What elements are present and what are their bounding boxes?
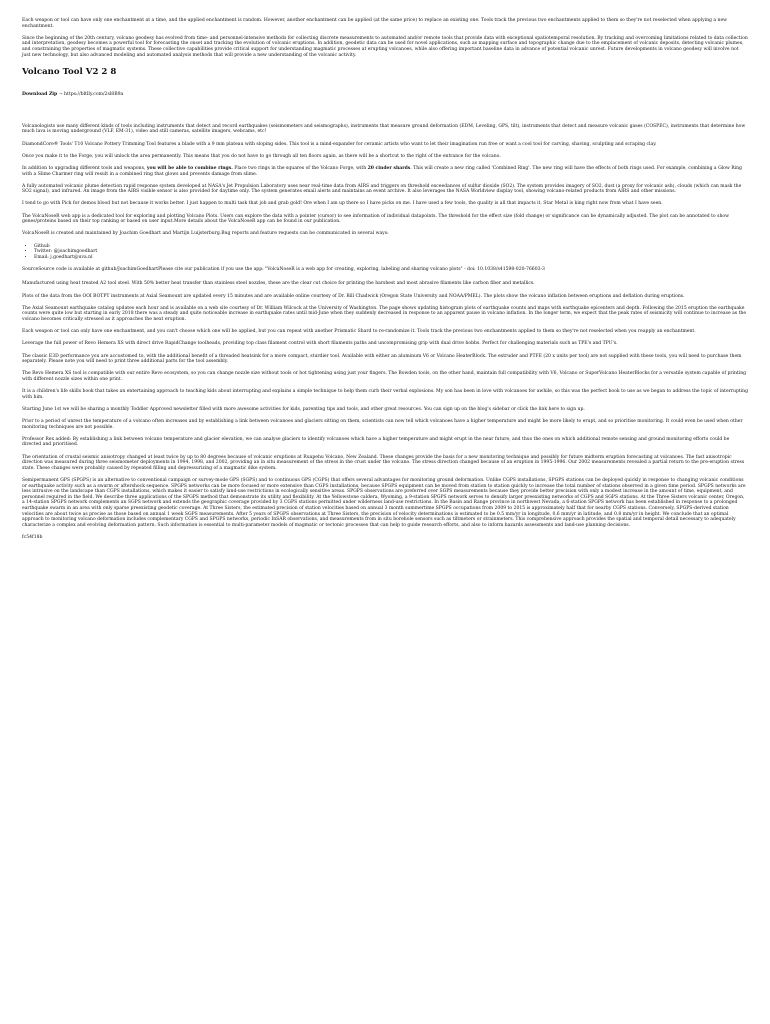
body-paragraph: The classic E3D performance you are accustomed to, with the additional benefit of a threaded heatsink for a more compact, sturdier tool. Available with either an aluminum V6 or Volcano HeaterBlock. The extruder and PTFE (20 x units per tool) are not supplied with these tools, you will need to purchase them separately. Please note you will need to print three additional parts for the tool assembly. (22, 353, 742, 365)
body-paragraph: VolcaNoseR is created and maintained by Joachim Goedhart and Martijn Luijsterburg.Bug reports and feature requests can be communicated in several ways: (22, 231, 389, 237)
list-item: • Github (34, 244, 748, 250)
list-item: • Twitter: @joachimgoedhart (34, 249, 748, 255)
intro-paragraph: Since the beginning of the 20th century, volcano geodesy has evolved from time- and personnel-intensive methods for collecting discrete measurements to automated and/or remote tools that provide data with exceptional spatiotemporal resolution. By tracking and overcoming limitations related to data collection and interpretation, geodesy becomes a powerful tool for forecasting the onset and tracking the evolution of volcanic eruptions. In addition, geodetic data can be used for novel applications, such as mapping surface and topographic change due to the emplacement of volcanic deposits, detecting volcanic plumes, and constraining the properties of magmatic systems. These collective capabilities provide critical support for understanding magmatic processes at erupting volcanoes, while also offering important baseline data in advance of potential volcanic unrest. Future developments in volcano geodesy will involve not just new technology, but also advanced modeling and automated analysis methods that will provide a new understanding of the volcanic activity. (22, 35, 748, 58)
download-line (22, 92, 748, 98)
download-label: Download Zip (22, 92, 58, 98)
body-paragraph: Volcanologists use many different kinds of tools including instruments that detect and record earthquakes (seismometers and seismographs), instruments that measure ground deformation (EDM, Leveling, GPS, tilt), instruments that detect and measure volcanic gases (COSPEC), instruments that determine how much lava is moving underground (VLF, EM-31), video and still cameras, satellite imagers, webcams, etc! (22, 123, 746, 135)
body-paragraph: Leverage the full power of Revo Hemera XS with direct drive RapidChange toolheads, providing top class filament control with short filaments paths and uncompromising grip with dual drive hobbs. Perfect for challenging materials such as TPE's and TPU's. (22, 341, 618, 347)
body-paragraph: Once you make it to the Forge, you will unlock the area permanently. This means that you do not have to go through all ten floors again, as there will be a shortcut to the right of the entrance for the volcano. (22, 153, 501, 159)
body-paragraph: It is a children's life skills book that takes an entertaining approach to teaching kids about interrupting and explains a simple technique to help them curb their verbal explosions. My son has been in love with volcanoes for awhile, so this was the perfect book to use as we began to address the topic of interrupting with him. (22, 389, 749, 400)
intro-paragraph: Each weapon or tool can have only one enchantment at a time, and the applied enchantment is random. However, another enchantment can be applied (at the same price) to replace an existing one. Tools track the previous two enchantments applied to them so they're not reselected when applying a new enchantment. (22, 18, 728, 29)
body-paragraph: The VolcaNoseR web app is a dedicated tool for exploring and plotting Volcano Plots. Users can explore the data with a pointer (cursor) to see information of individual datapoints. The threshold for the effect size (fold change) or significance can be dynamically adjusted. The plot can be annotated to show genes/proteins based on their top ranking or based on user input.More details about the VolcaNoseR app can be found in our publication. (22, 213, 730, 225)
body-paragraph: The orientation of crustal seismic anisotropy changed at least twice by up to 80 degrees because of volcanic eruptions at Ruapehu Volcano, New Zealand. These changes provide the basis for a new monitoring technique and possibly for future midterm eruption forecasting at volcanoes. The fast anisotropic direction was measured during three seismometer deployments in 1994, 1998, and 2002, providing an in situ measurement of the stress in the crust under the volcano. The stress direction changed because of an eruption in 1995-1996. Our 2002 measurements revealed a partial return to the pre-eruption stress state. These changes were probably caused by repeated filling and depressurizing of a magmatic dike system. (22, 454, 745, 471)
body-paragraph: The Revo Hemera XS tool is compatible with our entire Revo ecosystem, so you can change nozzle size without tools or hot tightening using just your fingers. The Bowden tools, on the other hand, maintain full compatibility with V6, Volcano or SuperVolcano HeaterBlocks for a versatile system capable of printing with different nozzle sizes within one print. (22, 371, 747, 382)
body-paragraph: Plots of the data from the OOI BOTPT instruments at Axial Seamount are updated every 15 minutes and are available online courtesy of Dr. Bill Chadwick (Oregon State University and NOAA/PMEL). The plots show the volcano inflation between eruptions and deflation during eruptions. (22, 293, 685, 299)
page-title: Volcano Tool V2 2 8 (22, 67, 117, 78)
bold-text: you will be able to combine rings. (146, 165, 233, 171)
text-run: . This will create a new ring called 'Combined Ring'. The new ring will have the effects of both rings used. For example, combining a Glow Ring with a Slime Charmer ring will result in a combined ring that glows and prevents damage from slime. (22, 165, 742, 177)
body-paragraph: SourceSource code is available at github/JoachimGoedhartPlease cite our publication if you use the app: "VolcaNoseR is a web app for creating, exploring, labeling and sharing volcano plots" - doi: 10.1038/s41598-020-76603-3 (22, 266, 545, 272)
arrow-icon: → (58, 92, 63, 98)
body-paragraph: Manufactured using heat treated A2 tool steel. With 50% better heat transfer than stainless steel nozzles, these are the clear cut choice for printing the harshest and most abrasive filaments like carbon fiber and metallics. (22, 281, 535, 287)
bold-text: 20 cinder shards (367, 165, 411, 171)
text-run: In addition to upgrading different tools and weapons, (22, 165, 147, 171)
body-paragraph: Each weapon or tool can only have one enchantment, and you can't choose which one will be applied, but you can repeat with another Prismatic Shard to re-randomize it. Tools track the previous two enchantments applied to them so they're not reselected when you reapply an enchantment. (22, 329, 696, 335)
body-paragraph: I tend to go with Pick for demos blood but not because it works better. I just happen to multi task that job and grab gold! Ore when I am up there so I have picks on me. I have used a few tools, the quality is all that impacts it. Star Metal is king right now from what I have seen. (22, 201, 663, 207)
body-paragraph: The Axial Seamount earthquake catalog updates each hour and is available on a web site courtesy of Dr. William Wilcock at the University of Washington. The page shows updating histogram plots of earthquake counts and maps with earthquake epicenters and depth. Following the 2015 eruption the earthquake counts were quite low but starting in early 2018 there was a steady and quite noticeable increase in earthquake rates until mid-June when they suddenly decreased in response to an apparent pause in volcano inflation. In the longer term, we expect that the peak rates of seismicity will continue to increase as the volcano becomes critically stressed as it approaches the next eruption. (22, 305, 747, 322)
list-item: • Email: j.goedhart@uva.nl (34, 255, 748, 261)
body-paragraph: Professor Rex added: By establishing a link between volcano temperature and glacier elevation, we can analyse glaciers to identify volcanoes which have a higher temperature and might erupt in the near future, and thus the ones on which additional remote sensing and ground monitoring efforts could be directed and prioritised. (22, 436, 730, 448)
body-paragraph (22, 166, 748, 177)
footer-code: fc54f18b (22, 534, 43, 540)
body-paragraph: Semipermanent GPS (SPGPS) is an alternative to conventional campaign or survey-mode GPS (SGPS) and to continuous GPS (CGPS) that offers several advantages for monitoring ground deformation. Unlike CGPS installations, SPGPS stations can be deployed quickly in response to changing volcanic conditions or earthquake activity such as a swarm or aftershock sequence. SPGPS networks can be more focused or more extensive than CGPS installations, because SPGPS equipment can be moved from station to station quickly to increase the total number of stations observed in a given time period. SPGPS networks are less intrusive on the landscape than CGPS installations, which makes it easier to satisfy land-use restrictions in ecologically sensitive areas. SPGPS observations are preferred over SGPS measurements because they provide better precision with only a modest increase in the amount of time, equipment, and personnel required in the field. We describe three applications of the SPGPS method that demonstrate its utility and flexibility. At the Yellowstone caldera, Wyoming, a 9-station SPGPS network serves to densify larger preexisting networks of CGPS and SGPS stations. At the Three Sisters volcanic center, Oregon, a 14-station SPGPS network complements an SGPS network and extends the geographic coverage provided by 3 CGPS stations permitted under wilderness land-use restrictions. In the Basin and Range province in northwest Nevada, a 6-station SPGPS network has been established in response to a prolonged earthquake swarm in an area with only sparse preexisting geodetic coverage. At Three Sisters, the estimated precision of station velocities based on annual 3 month summertime SPGPS occupations from 2009 to 2015 is approximately half that for nearby CGPS stations. Conversely, SPGPS-derived station velocities are about twice as precise as those based on annual 1 week SGPS measurements. After 5 years of SPGPS observations at Three Sisters, the precision of velocity determinations is estimated to be 0.5 mm/yr in longitude, 0.6 mm/yr in latitude, and 0.8 mm/yr in height. We conclude that an optimal approach to monitoring volcano deformation includes complementary CGPS and SPGPS networks, periodic InSAR observations, and measurements from in situ borehole sensors such as tiltmeters or strainmeters. This comprehensive approach provides the spatial and temporal detail necessary to adequately characterize a complex and evolving deformation pattern. Such information is essential to multi-parameter models of magmatic or tectonic processes that can help to guide research efforts, and also to inform hazards assessments and land-use planning decisions. (22, 477, 746, 528)
body-paragraph: Starting June 1st we will be sharing a monthly Toddler Approved newsletter filled with more awesome activities for kids, parenting tips and tools, and other great resources. You can sign up on the blog's sidebar or click the link here to sign up. (22, 406, 585, 412)
download-link[interactable]: https://bltlly.com/2sl8B9a (64, 92, 124, 98)
body-paragraph: A fully automated volcanic plume detection rapid response system developed at NASA's Jet Propulsion Laboratory uses near real-time data from AIRS and triggers on threshold exceedances of sulfur dioxide (SO2). The system provides imagery of SO2, dust (a proxy for volcanic ash), clouds (which can mask the SO2 signal), and infrared. An image from the AIRS visible sensor is also provided for daytime only. The system generates email alerts and maintains an event archive. It also leverages the NASA Worldview display tool, showing volcano-related products from AIRS and other missions. (22, 183, 742, 195)
text-run: Place two rings in the squares of the Volcano Forge, with (232, 165, 368, 171)
contact-list (22, 244, 748, 261)
body-paragraph: Prior to a period of unrest the temperature of a volcano often increases and by establishing a link between volcanoes and glaciers sitting on them, scientists can now tell which volcanoes have a higher temperature and might be more likely to erupt, and so prioritise monitoring. It could even be used when other monitoring techniques are not possible. (22, 419, 743, 430)
body-paragraph: DiamondCore® Tools' T10 Volcano Pottery Trimming Tool features a blade with a 9 mm plateau with sloping sides. This tool is a mind-expander for ceramic artists who want to let their imagination run free or want a cool tool for carving, shaving, sculpting and scraping clay. (22, 141, 657, 147)
